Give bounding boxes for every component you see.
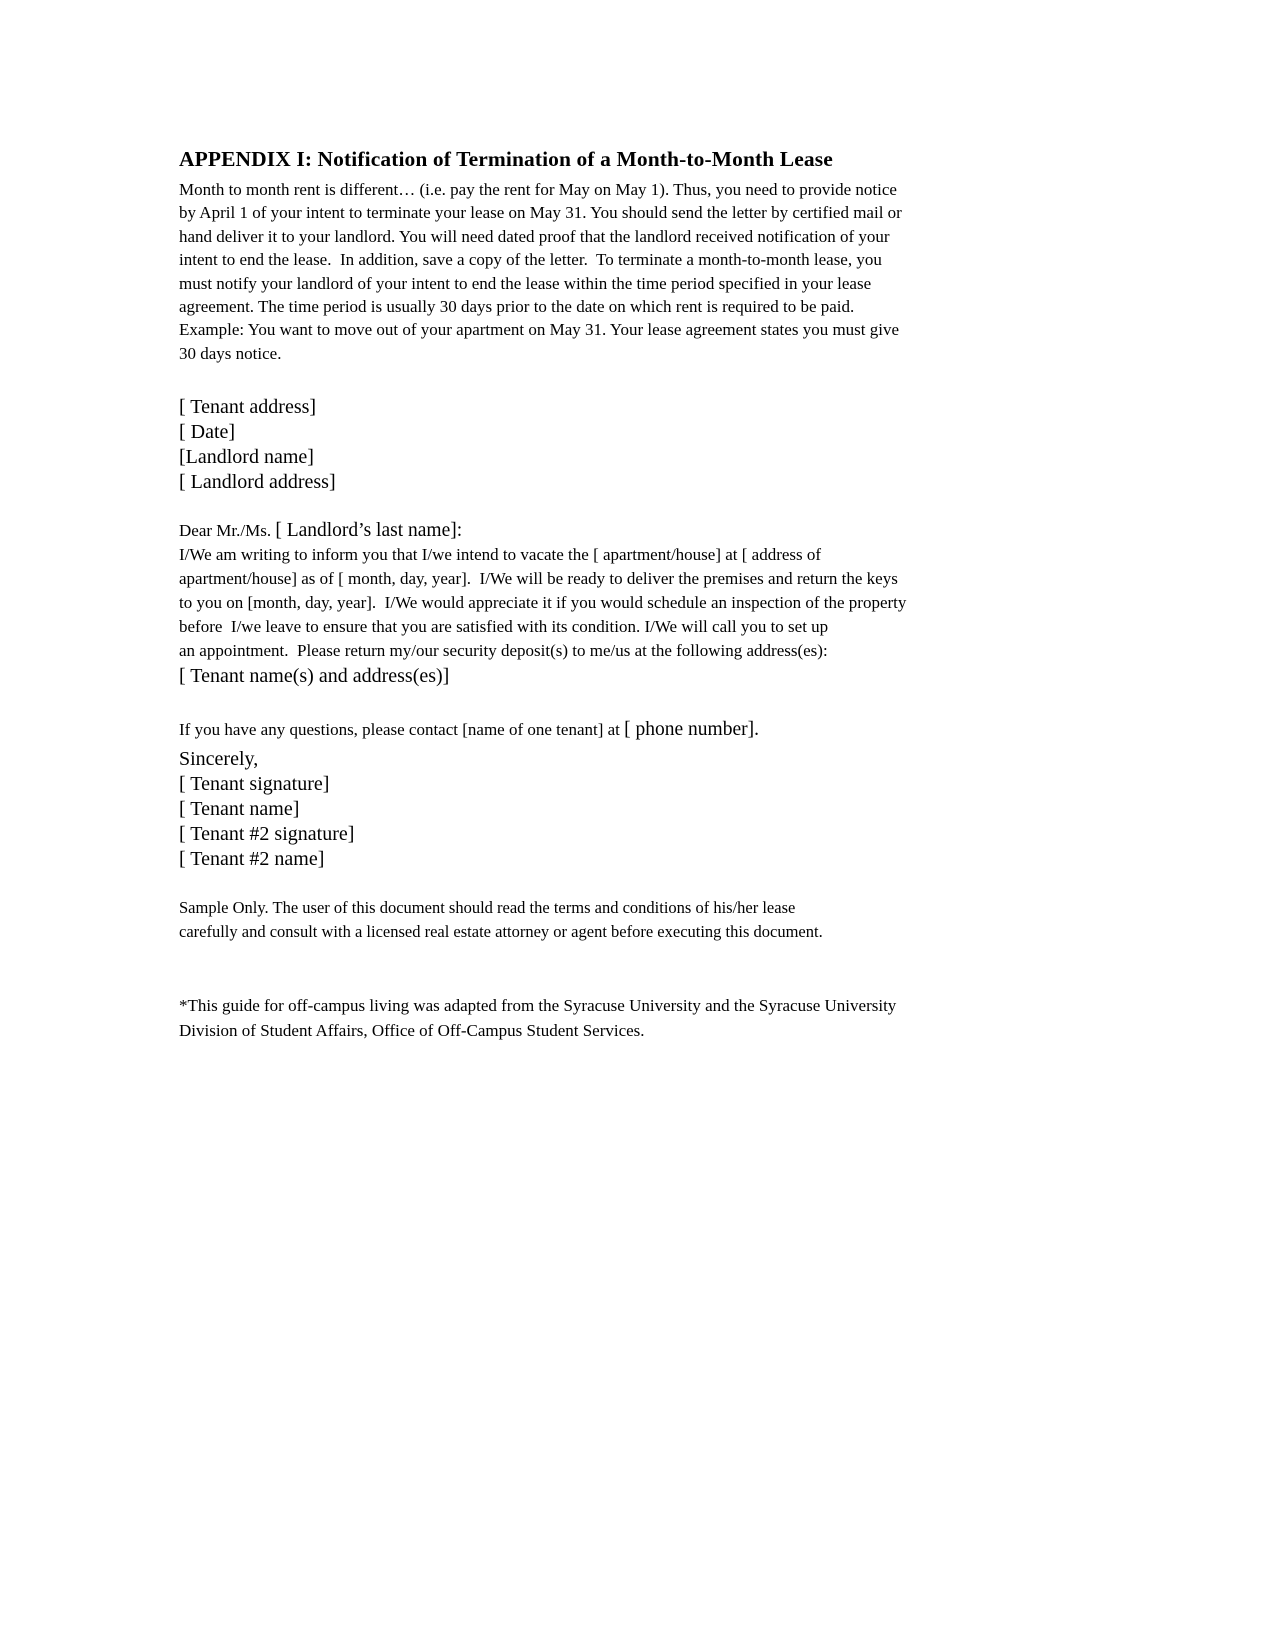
footnote-line: Division of Student Affairs, Office of Off-Campus Student Services. bbox=[179, 1020, 645, 1040]
letter-body-line: an appointment. Please return my/our security deposit(s) to me/us at the following address(es): bbox=[179, 641, 828, 661]
tenant-names-addresses-placeholder: [ Tenant name(s) and address(es)] bbox=[179, 665, 450, 688]
intro-line: Month to month rent is different… (i.e. pay the rent for May on May 1). Thus, you need to provide notice bbox=[179, 180, 897, 199]
intro-line: Example: You want to move out of your apartment on May 31. Your lease agreement states you must give bbox=[179, 320, 900, 340]
intro-line: by April 1 of your intent to terminate your lease on May 31. You should send the letter by certified mail or bbox=[179, 203, 902, 223]
source-footnote bbox=[179, 994, 1115, 1043]
salutation-prefix: Dear Mr./Ms. bbox=[179, 521, 276, 541]
document-title: APPENDIX I: Notification of Termination of a Month-to-Month Lease bbox=[179, 147, 833, 171]
intro-line: agreement. The time period is usually 30 days prior to the date on which rent is required to be paid. bbox=[179, 297, 855, 317]
sample-only-note bbox=[179, 896, 1115, 944]
questions-line bbox=[179, 718, 1115, 742]
tenant2-name-placeholder: [ Tenant #2 name] bbox=[179, 848, 325, 871]
letter-body-line: to you on [month, day, year]. I/We would appreciate it if you would schedule an inspection of the property bbox=[179, 593, 907, 613]
intro-line: hand deliver it to your landlord. You will need dated proof that the landlord received notification of your bbox=[179, 226, 890, 246]
closing-block bbox=[179, 747, 1115, 872]
phone-number-placeholder: [ phone number]. bbox=[624, 719, 759, 741]
letter-body-paragraph bbox=[179, 543, 1115, 689]
letter-body-line: before I/we leave to ensure that you are satisfied with its condition. I/We will call you to set up bbox=[179, 617, 829, 637]
tenant2-signature-placeholder: [ Tenant #2 signature] bbox=[179, 823, 355, 846]
intro-paragraph bbox=[179, 178, 1115, 365]
intro-line: 30 days notice. bbox=[179, 343, 282, 363]
tenant-address-placeholder: [ Tenant address] bbox=[179, 396, 317, 419]
date-placeholder: [ Date] bbox=[179, 421, 236, 444]
intro-line: intent to end the lease. In addition, save a copy of the letter. To terminate a month-to-month lease, you bbox=[179, 250, 882, 270]
sample-note-line: Sample Only. The user of this document should read the terms and conditions of his/her lease bbox=[179, 898, 796, 918]
letter-body-line: apartment/house] as of [ month, day, year]. I/We will be ready to deliver the premises and return the keys bbox=[179, 569, 898, 589]
sample-note-line: carefully and consult with a licensed real estate attorney or agent before executing this document. bbox=[179, 922, 823, 942]
landlord-last-name-placeholder: [ Landlord’s last name]: bbox=[275, 520, 463, 542]
salutation-line bbox=[179, 519, 1115, 543]
sincerely-line: Sincerely, bbox=[179, 748, 259, 771]
landlord-name-placeholder: [Landlord name] bbox=[179, 446, 314, 469]
tenant-signature-placeholder: [ Tenant signature] bbox=[179, 773, 330, 796]
landlord-address-placeholder: [ Landlord address] bbox=[179, 471, 336, 494]
letter-body-line: I/We am writing to inform you that I/we intend to vacate the [ apartment/house] at [ address of bbox=[179, 545, 822, 565]
tenant-name-placeholder: [ Tenant name] bbox=[179, 798, 300, 821]
questions-prefix: If you have any questions, please contact [name of one tenant] at bbox=[179, 720, 625, 740]
intro-line: must notify your landlord of your intent to end the lease within the time period specified in your lease bbox=[179, 273, 872, 293]
address-placeholder-block bbox=[179, 395, 1115, 495]
footnote-line: *This guide for off-campus living was adapted from the Syracuse University and the Syracuse University bbox=[179, 996, 897, 1016]
